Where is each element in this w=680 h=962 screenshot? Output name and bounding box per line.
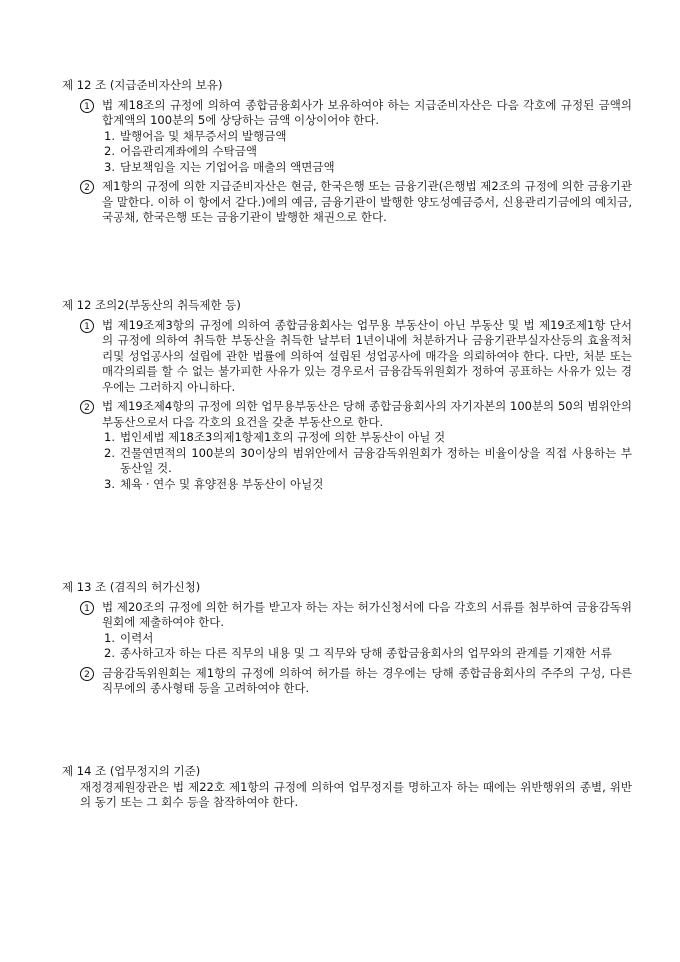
- item-number: 2.: [104, 445, 115, 460]
- article-14: [62, 764, 632, 811]
- article-12-2: [62, 298, 632, 492]
- item-text: 건물연면적의 100분의 30이상의 범위안에서 금융감독위원회가 정하는 비율이상을 직접 사용하는 부동산일 것.: [120, 445, 632, 476]
- article-heading: 제 13 조 (겸직의 허가신청): [62, 580, 201, 594]
- list-item: [104, 430, 632, 446]
- item-text: 법인세법 제18조3의제1항제1호의 규정에 의한 부동산이 아닐 것: [120, 430, 446, 445]
- item-text: 어음관리계좌에의 수탁금액: [120, 144, 257, 159]
- paragraph-text: 제1항의 규정에 의한 지급준비자산은 현금, 한국은행 또는 금융기관(은행법 제2조의 규정에 의한 금융기관을 말한다. 이하 이 항에서 같다.)에의 예금, 금융기관이 발행한 양도성예금증서, 신용관리기금에의 예치금, 국공채, 한국은행 또는 금융기관이 발행한 채권으로 한다.: [102, 179, 632, 225]
- paragraph: [80, 179, 632, 226]
- paragraph: [80, 399, 632, 430]
- item-text: 담보책임을 지는 기업어음 매출의 액면금액: [120, 159, 335, 174]
- article-13: [62, 580, 632, 697]
- item-text: 체육 · 연수 및 휴양전용 부동산이 아닐것: [120, 476, 324, 491]
- paragraph: [80, 98, 632, 129]
- circled-number-marker: 1: [80, 601, 94, 615]
- list-item: [104, 129, 632, 145]
- list-item: [104, 160, 632, 176]
- item-number: 1.: [104, 128, 115, 143]
- paragraph-text: 법 제18조의 규정에 의하여 종합금융회사가 보유하여야 하는 지급준비자산은 다음 각호에 규정된 금액의 합계액의 100분의 5에 상당하는 금액 이상이어야 한다.: [102, 97, 632, 128]
- item-number: 3.: [104, 476, 115, 491]
- item-number: 3.: [104, 159, 115, 174]
- paragraph-text: 법 제20조의 규정에 의한 허가를 받고자 하는 자는 허가신청서에 다음 각호의 서류를 첨부하여 금융감독위원회에 제출하여야 한다.: [102, 599, 632, 630]
- paragraph: [80, 666, 632, 697]
- article-heading: 제 14 조 (업무정지의 기준): [62, 764, 201, 778]
- circled-number-marker: 2: [80, 400, 94, 414]
- item-text: 종사하고자 하는 다른 직무의 내용 및 그 직무와 당해 종합금융회사의 업무와의 관계를 기재한 서류: [120, 646, 612, 661]
- paragraph: [80, 600, 632, 631]
- circled-number-marker: 1: [80, 319, 94, 333]
- paragraph: [80, 318, 632, 396]
- article-12: [62, 78, 632, 226]
- circled-number-marker: 1: [80, 99, 94, 113]
- item-number: 1.: [104, 430, 115, 445]
- paragraph-text: 법 제19조제3항의 규정에 의하여 종합금융회사는 업무용 부동산이 아닌 부동산 및 법 제19조제1항 단서의 규정에 의하여 취득한 부동산을 취득한 날부터 1년이내에 처분하거나 금융기관부실자산등의 효율적처리및 성업공사의 설립에 관한 법률에 의하여 설립된 성업공사에 매각을 의뢰하여야 한다. 다만, 처분 또는 매각의뢰를 할 수 없는 불가피한 사유가 있는 경우로서 금융감독위원회가 정하여 공표하는 사유가 있는 경우에는 그러하지 아니하다.: [102, 317, 632, 394]
- article-heading: 제 12 조 (지급준비자산의 보유): [62, 78, 223, 92]
- article-heading: 제 12 조의2(부동산의 취득제한 등): [62, 298, 241, 312]
- article-body: 재정경제원장관은 법 제22호 제1항의 규정에 의하여 업무정지를 명하고자 하는 때에는 위반행위의 종별, 위반의 동기 또는 그 회수 등을 참작하여야 한다.: [80, 779, 632, 810]
- list-item: [104, 631, 632, 647]
- item-text: 발행어음 및 채무증서의 발행금액: [120, 128, 287, 143]
- list-item: [104, 646, 632, 662]
- list-item: [104, 144, 632, 160]
- paragraph-text: 금융감독위원회는 제1항의 규정에 의하여 허가를 하는 경우에는 당해 종합금융회사의 주주의 구성, 다른 직무에의 종사형태 등을 고려하여야 한다.: [102, 665, 632, 696]
- paragraph-text: 법 제19조제4항의 규정에 의한 업무용부동산은 당해 종합금융회사의 자기자본의 100분의 50의 범위안의 부동산으로서 다음 각호의 요건을 갖춘 부동산으로 한다.: [102, 399, 632, 429]
- list-item: [104, 446, 632, 477]
- list-item: [104, 477, 632, 493]
- circled-number-marker: 2: [80, 180, 94, 194]
- item-text: 이력서: [120, 630, 154, 645]
- item-number: 1.: [104, 630, 115, 645]
- item-number: 2.: [104, 646, 115, 661]
- circled-number-marker: 2: [80, 667, 94, 681]
- item-number: 2.: [104, 144, 115, 159]
